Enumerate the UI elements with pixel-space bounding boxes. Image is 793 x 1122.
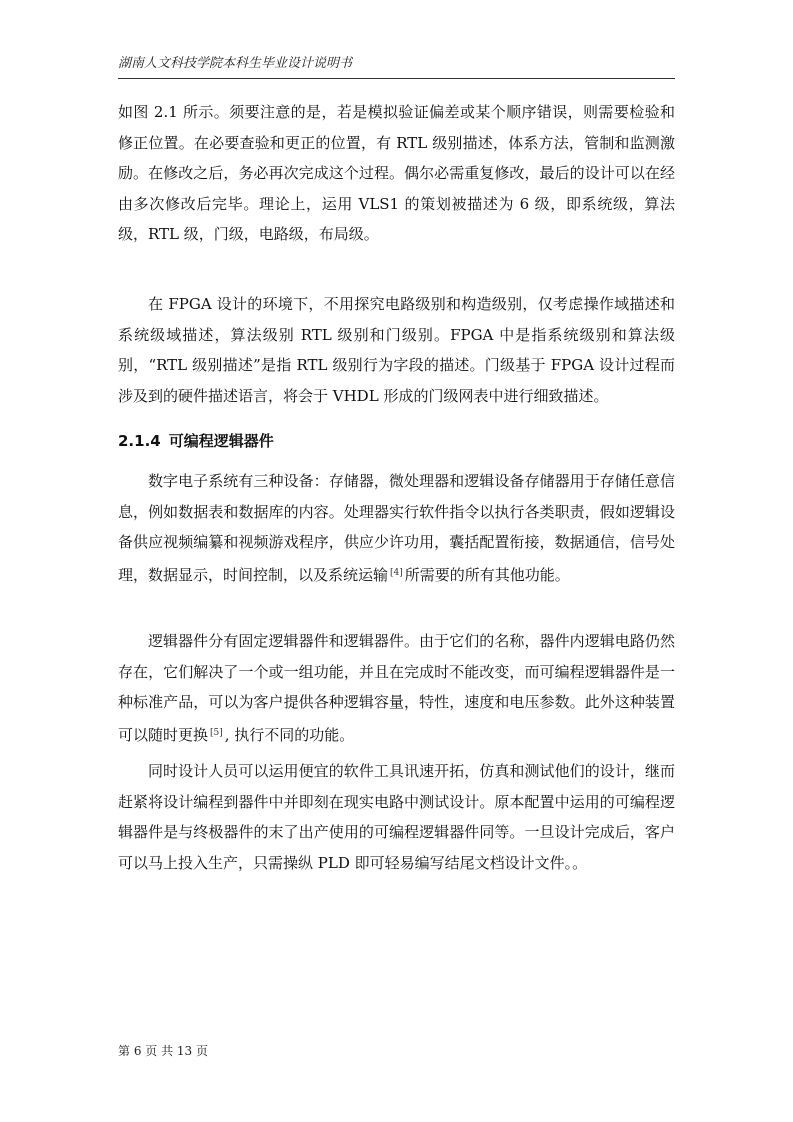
paragraph-5: 同时设计人员可以运用便宜的软件工具讯速开拓，仿真和测试他们的设计，继而赶紧将设计编程到器件中并即刻在现实电路中测试设计。原本配置中运用的可编程逻辑器件是与终极器件的末了出产使用的可编程逻辑器件同等。一旦设计完成后，客户可以马上投入生产，只需操纵 PLD 即可轻易编写结尾文档设计文件。。: [118, 762, 675, 872]
citation-ref-5: [5]: [210, 727, 223, 738]
paragraph-4: [118, 626, 675, 750]
page-number-footer: 第 6 页 共 13 页: [118, 1044, 208, 1058]
paragraph-4-text-end: , 执行不同的功能。: [224, 725, 355, 744]
section-heading: [118, 428, 274, 454]
paragraph-2: 在 FPGA 设计的环境下，不用探究电路级别和构造级别，仅考虑操作域描述和系统级域描述，算法级别 RTL 级别和门级别。FPGA 中是指系统级别和算法级别，“RTL 级别描述”是指 RTL 级别行为字段的描述。门级基于 FPGA 设计过程而涉及到的硬件描述语言，将会于 VHDL 形成的门级网表中进行细致描述。: [118, 295, 675, 405]
paragraph-3: [118, 466, 675, 590]
paragraph-3-text-end: 所需要的所有其他功能。: [404, 565, 570, 584]
section-title: 可编程逻辑器件: [168, 432, 274, 450]
paragraph-1: 如图 2.1 所示。须要注意的是，若是模拟验证偏差或某个顺序错误，则需要检验和修正位置。在必要查验和更正的位置，有 RTL 级别描述，体系方法，管制和监测激励。在修改之后，务必再次完成这个过程。偶尔必需重复修改，最后的设计可以在经由多次修改后完毕。理论上，运用 VLS1 的策划被描述为 6 级，即系统级，算法级，RTL 级，门级，电路级，布局级。: [118, 103, 675, 244]
section-number: 2.1.4: [118, 432, 161, 450]
citation-ref-4: [4]: [390, 567, 403, 578]
paragraph-4-text: 逻辑器件分有固定逻辑器件和逻辑器件。由于它们的名称，器件内逻辑电路仍然存在，它们解决了一个或一组功能，并且在完成时不能改变，而可编程逻辑器件是一种标准产品，可以为客户提供各种逻辑容量，特性，速度和电压参数。此外这种装置可以随时更换: [118, 632, 675, 744]
document-header: 湖南人文科技学院本科生毕业设计说明书: [118, 56, 353, 71]
header-divider: [118, 78, 675, 79]
paragraph-3-text: 数字电子系统有三种设备：存储器，微处理器和逻辑设备存储器用于存储任意信息，例如数据表和数据库的内容。处理器实行软件指令以执行各类职责，假如逻辑设备供应视频编纂和视频游戏程序，供应少许功用，囊括配置衔接，数据通信，信号处理，数据显示，时间控制，以及系统运输: [118, 472, 675, 584]
